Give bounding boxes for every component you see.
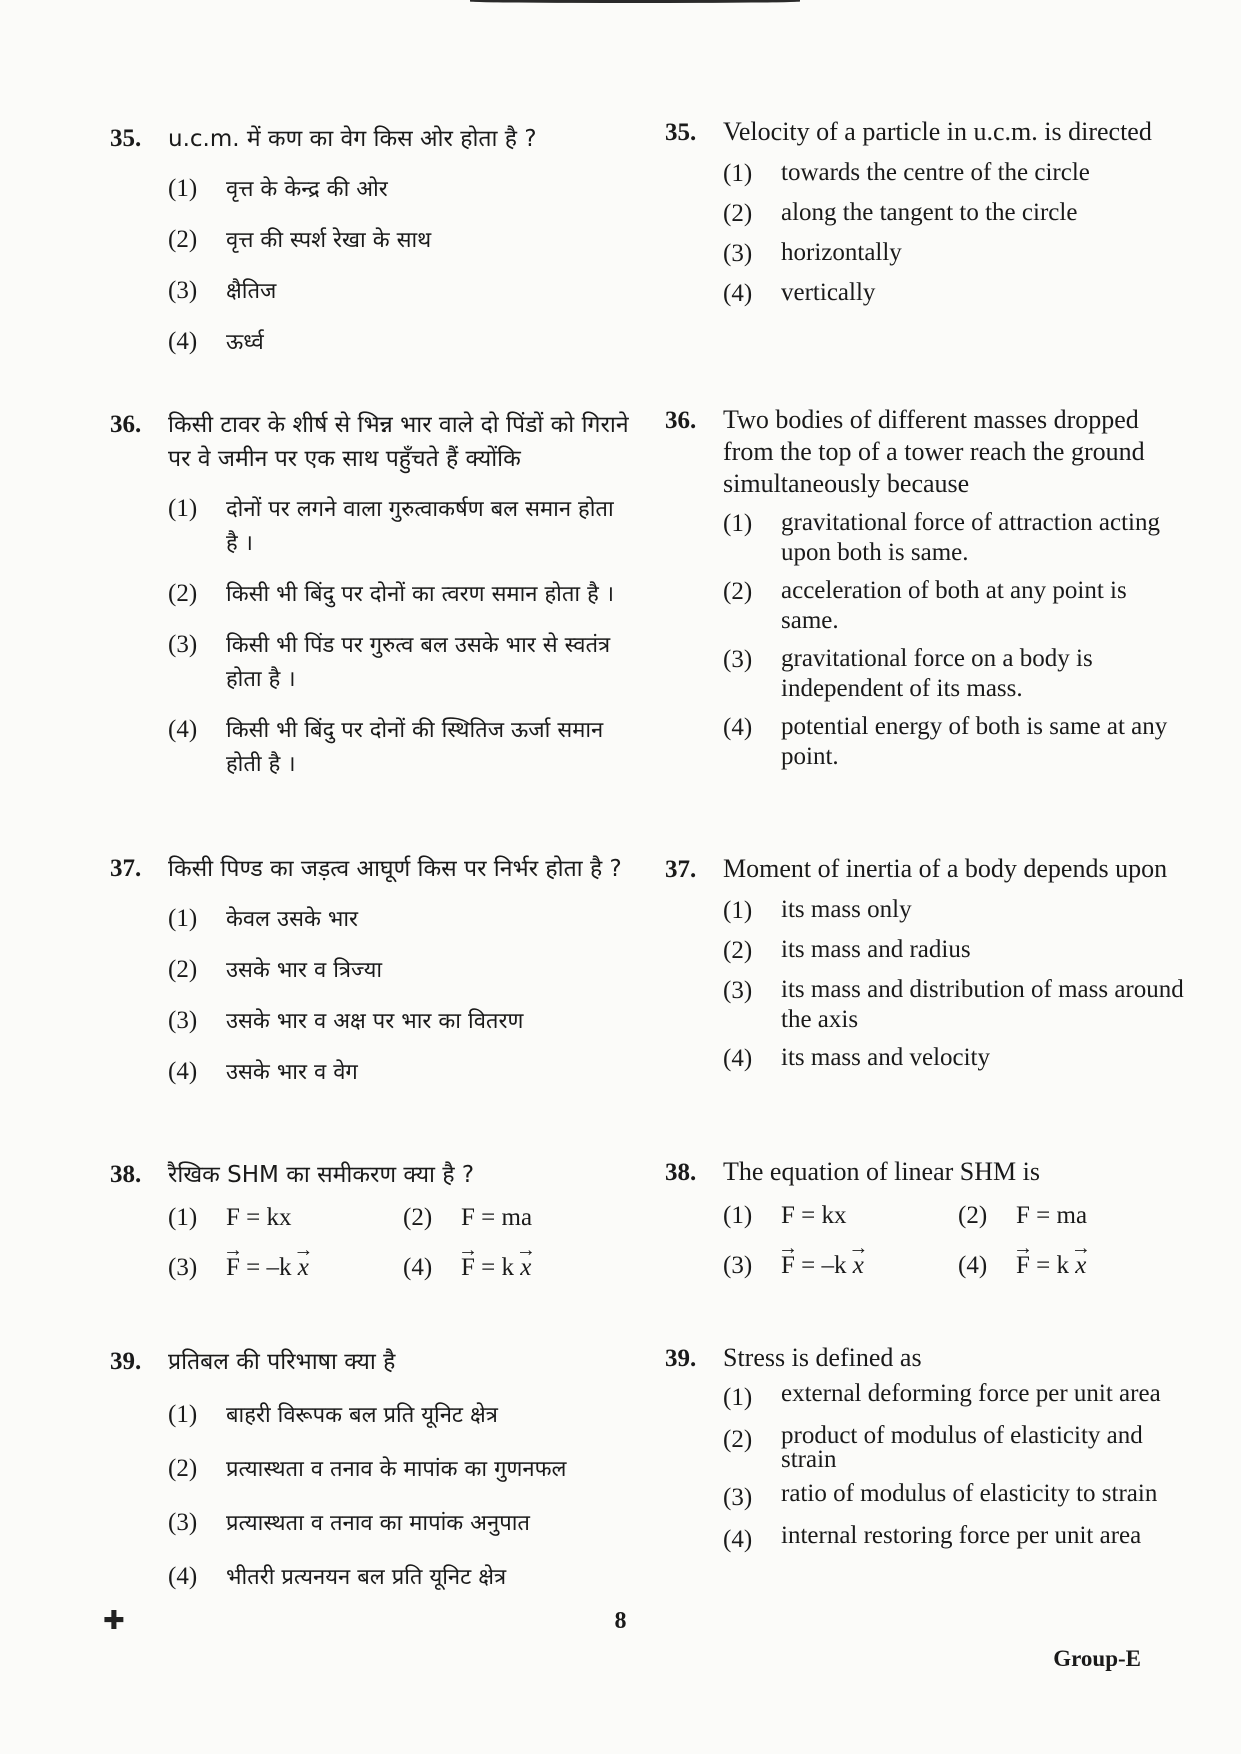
option-4[interactable]: (4) ऊर्ध्व (168, 328, 264, 355)
option-2[interactable]: (2) वृत्त की स्पर्श रेखा के साथ (168, 226, 432, 253)
option-3[interactable]: (3) horizontally (723, 239, 902, 267)
question-number: 39. (110, 1348, 142, 1375)
question-text: u.c.m. में कण का वेग किस ओर होता है ? (168, 126, 537, 152)
question-38-hindi (110, 1158, 630, 1284)
option-1[interactable]: (1) external deforming force per unit area (723, 1380, 1161, 1411)
question-number: 35. (665, 119, 697, 146)
question-39-hindi (110, 1345, 630, 1595)
option-2[interactable]: (2) F = ma (958, 1202, 1088, 1229)
option-1[interactable]: (1) its mass only (723, 896, 912, 924)
option-2[interactable]: (2) F = ma (403, 1204, 533, 1231)
option-1[interactable]: (1) gravitational force of attraction acting upon both is same. (723, 509, 1160, 566)
question-number: 38. (665, 1159, 697, 1186)
option-4[interactable]: (4) vertically (723, 279, 876, 307)
option-2[interactable]: (2) along the tangent to the circle (723, 199, 1078, 227)
option-3[interactable]: (3) किसी भी पिंड पर गुरुत्व बल उसके भार से स्वतंत्र होता है । (168, 631, 611, 692)
option-4[interactable]: (4) its mass and velocity (723, 1044, 990, 1072)
question-number: 39. (665, 1345, 697, 1372)
question-39-english (665, 1342, 1185, 1556)
option-2[interactable]: (2) acceleration of both at any point is same. (723, 577, 1127, 634)
question-text: प्रतिबल की परिभाषा क्या है (168, 1349, 396, 1375)
option-3[interactable]: (3) → F = –k → x (168, 1252, 403, 1284)
option-2[interactable]: (2) किसी भी बिंदु पर दोनों का त्वरण समान होता है । (168, 580, 615, 607)
question-text: The equation of linear SHM is (723, 1157, 1040, 1186)
option-1[interactable]: (1) दोनों पर लगने वाला गुरुत्वाकर्षण बल समान होता है । (168, 495, 614, 556)
question-text: किसी टावर के शीर्ष से भिन्न भार वाले दो पिंडों को गिराने पर वे जमीन पर एक साथ पहुँचते हैं क्योंकि (168, 412, 629, 472)
option-3[interactable]: (3) → F = –k → x (723, 1250, 958, 1282)
option-4[interactable]: (4) उसके भार व वेग (168, 1058, 358, 1085)
option-3[interactable]: (3) gravitational force on a body is independent of its mass. (723, 645, 1093, 702)
option-1[interactable]: (1) F = kx (723, 1202, 847, 1229)
question-text: किसी पिण्ड का जड़त्व आघूर्ण किस पर निर्भर होता है ? (168, 856, 622, 882)
group-label: Group-E (1053, 1646, 1141, 1671)
option-2[interactable]: (2) product of modulus of elasticity and strain (723, 1422, 1143, 1473)
question-35-english (665, 116, 1185, 310)
top-edge-mark (470, 0, 800, 3)
option-3[interactable]: (3) ratio of modulus of elasticity to strain (723, 1480, 1158, 1511)
question-number: 36. (665, 407, 697, 434)
option-4[interactable]: (4) → F = k → x (958, 1250, 1193, 1282)
question-number: 35. (110, 125, 142, 152)
option-3[interactable]: (3) क्षैतिज (168, 277, 277, 304)
question-text: रैखिक SHM का समीकरण क्या है ? (168, 1162, 475, 1188)
question-number: 38. (110, 1161, 142, 1188)
question-36-hindi (110, 408, 630, 782)
question-text: Velocity of a particle in u.c.m. is directed (723, 117, 1152, 146)
option-3[interactable]: (3) प्रत्यास्थता व तनाव का मापांक अनुपात (168, 1509, 530, 1536)
option-1[interactable]: (1) केवल उसके भार (168, 905, 359, 932)
option-1[interactable]: (1) F = kx (168, 1204, 292, 1231)
question-number: 37. (665, 856, 697, 883)
option-4[interactable]: (4) किसी भी बिंदु पर दोनों की स्थितिज ऊर्जा समान होती है । (168, 716, 604, 777)
registration-cross-icon: ✚ (103, 1606, 125, 1635)
question-number: 37. (110, 855, 142, 882)
option-2[interactable]: (2) उसके भार व त्रिज्या (168, 956, 383, 983)
option-4[interactable]: (4) internal restoring force per unit area (723, 1522, 1142, 1553)
option-2[interactable]: (2) its mass and radius (723, 936, 971, 964)
question-text: Moment of inertia of a body depends upon (723, 854, 1168, 883)
question-37-english (665, 853, 1185, 1075)
option-1[interactable]: (1) towards the centre of the circle (723, 159, 1090, 187)
question-text: Stress is defined as (723, 1343, 922, 1372)
question-36-english (665, 404, 1185, 772)
question-text: Two bodies of different masses dropped from the top of a tower reach the ground simultaneously because (723, 405, 1145, 498)
question-38-english (665, 1156, 1185, 1282)
question-37-hindi (110, 852, 630, 1090)
option-2[interactable]: (2) प्रत्यास्थता व तनाव के मापांक का गुणनफल (168, 1455, 567, 1482)
option-1[interactable]: (1) बाहरी विरूपक बल प्रति यूनिट क्षेत्र (168, 1401, 498, 1428)
option-3[interactable]: (3) its mass and distribution of mass around the axis (723, 976, 1184, 1033)
option-4[interactable]: (4) भीतरी प्रत्यनयन बल प्रति यूनिट क्षेत्र (168, 1563, 507, 1590)
option-1[interactable]: (1) वृत्त के केन्द्र की ओर (168, 175, 388, 202)
option-4[interactable]: (4) potential energy of both is same at any point. (723, 713, 1168, 770)
option-3[interactable]: (3) उसके भार व अक्ष पर भार का वितरण (168, 1007, 524, 1034)
question-number: 36. (110, 411, 142, 438)
question-35-hindi (110, 122, 630, 360)
page-number: 8 (614, 1608, 627, 1634)
option-4[interactable]: (4) → F = k → x (403, 1252, 638, 1284)
